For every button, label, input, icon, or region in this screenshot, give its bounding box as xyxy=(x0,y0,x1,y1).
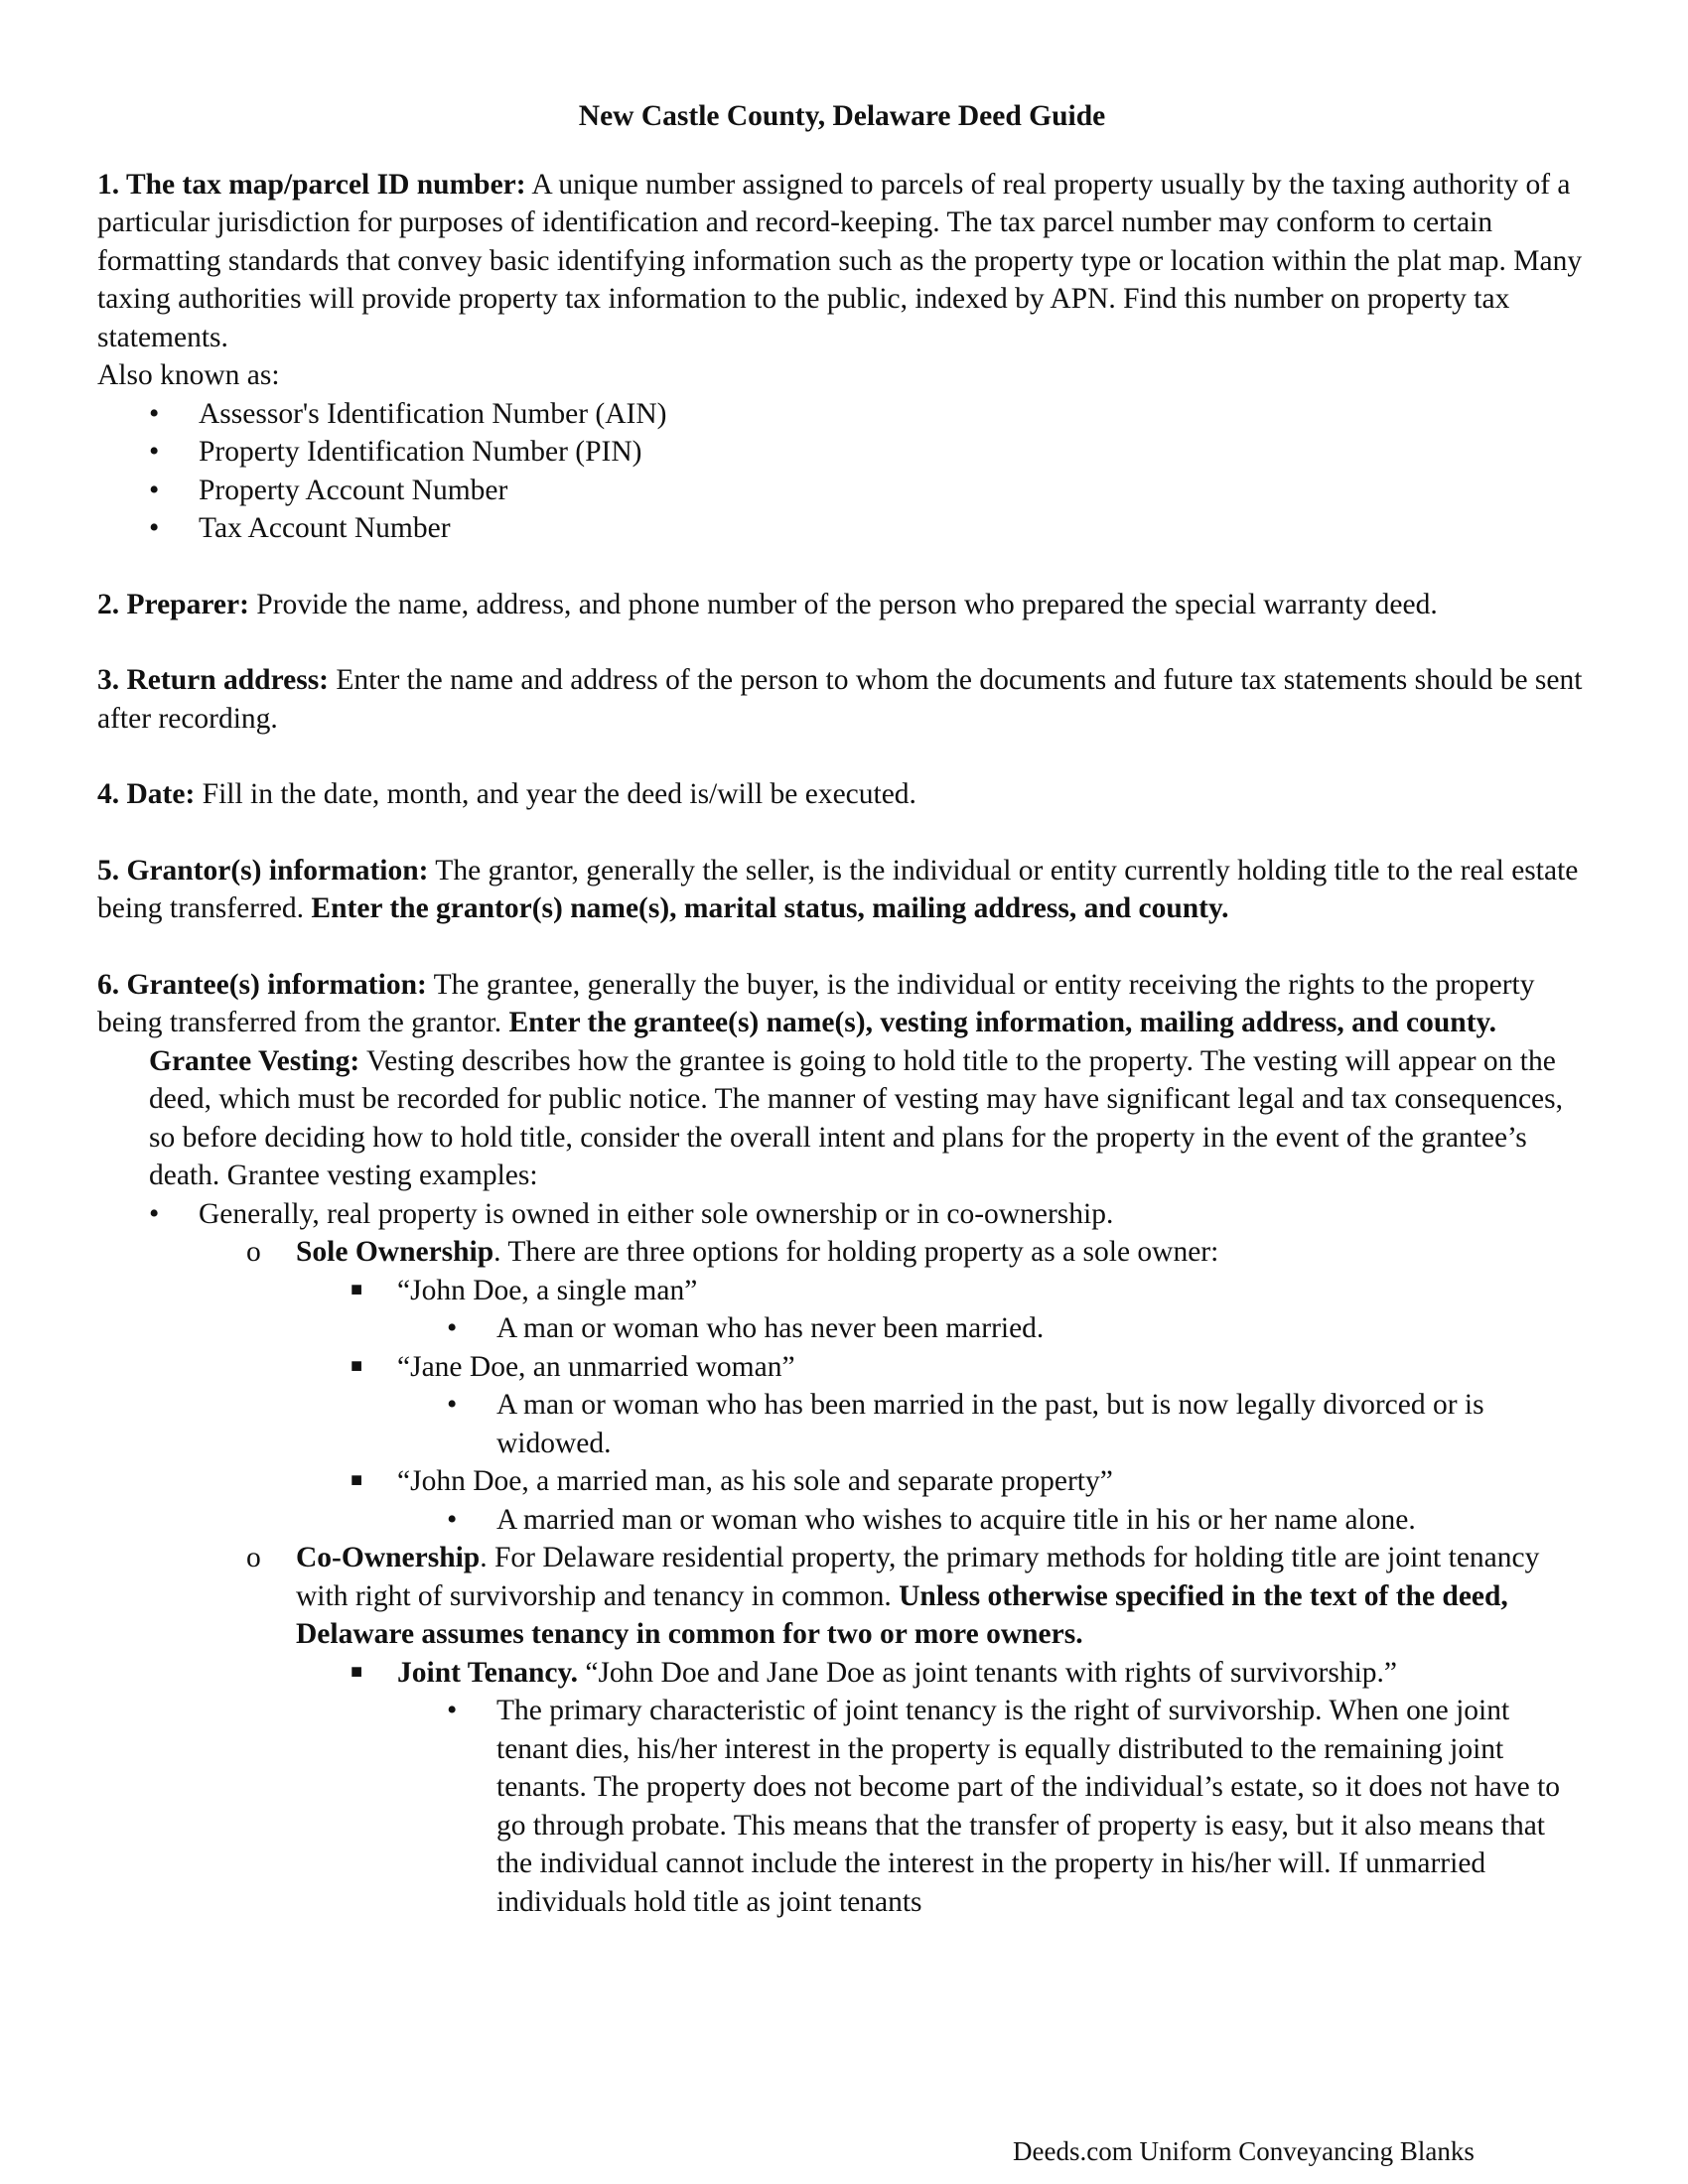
section-4-paragraph xyxy=(97,775,1587,814)
list-item xyxy=(97,509,1587,548)
section-4-heading: 4. Date: xyxy=(97,778,196,810)
list-item xyxy=(97,472,1587,510)
joint-tenancy-text: “John Doe and Jane Doe as joint tenants with rights of survivorship.” xyxy=(577,1656,1398,1689)
list-item xyxy=(97,1654,1587,1693)
list-item xyxy=(97,1386,1587,1462)
section-5-paragraph xyxy=(97,852,1587,928)
sole-ownership-heading: Sole Ownership xyxy=(296,1236,494,1268)
square-bullet-icon: ■ xyxy=(351,1278,363,1300)
section-1-heading: 1. The tax map/parcel ID number: xyxy=(97,168,526,201)
bullet-icon: • xyxy=(149,397,160,430)
list-item xyxy=(97,1462,1587,1501)
list-item-text: A married man or woman who wishes to acquire title in his or her name alone. xyxy=(496,1503,1416,1536)
list-item-text: Assessor's Identification Number (AIN) xyxy=(199,397,667,430)
list-item-text: “Jane Doe, an unmarried woman” xyxy=(397,1350,795,1383)
list-item-text: Tax Account Number xyxy=(199,512,451,544)
list-item xyxy=(97,433,1587,472)
bullet-icon: • xyxy=(149,474,160,506)
section-6-text: The grantee, generally the buyer, is the individual or entity receiving the rights to the property being transferred from the grantor. xyxy=(97,968,1535,1038)
section-5-bold-text: Enter the grantor(s) name(s), marital status, mailing address, and county. xyxy=(311,892,1229,924)
vesting-text: Vesting describes how the grantee is going to hold title to the property. The vesting will appear on the deed, which must be recorded for public notice. The manner of vesting may have significant legal and tax consequences, so before deciding how to hold title, consider the overall intent and plans for the property in the event of the grantee’s death. Grantee vesting examples: xyxy=(149,1044,1563,1191)
section-4-text: Fill in the date, month, and year the deed is/will be executed. xyxy=(195,778,916,810)
section-3-heading: 3. Return address: xyxy=(97,664,330,696)
section-6-heading: 6. Grantee(s) information: xyxy=(97,968,427,1001)
list-item-text: A man or woman who has been married in the past, but is now legally divorced or is widowed. xyxy=(496,1389,1484,1459)
section-2-paragraph xyxy=(97,586,1587,624)
list-item xyxy=(97,1692,1587,1921)
section-6-paragraph xyxy=(97,966,1587,1042)
section-1-text: A unique number assigned to parcels of real property usually by the taxing authority of a particular jurisdiction for purposes of identification and record-keeping. The tax parcel number may conform to certain formatting standards that convey basic identifying information such as the property type or location within the plat map. Many taxing authorities will provide property tax information to the public, indexed by APN. Find this number on property tax statements. xyxy=(97,168,1583,353)
co-ownership-text: . For Delaware residential property, the primary methods for holding title are joint tenancy with right of survivorship and tenancy in common. xyxy=(296,1542,1540,1612)
spacer xyxy=(97,814,1587,852)
list-item-text: A man or woman who has never been married. xyxy=(496,1312,1045,1344)
bullet-icon: • xyxy=(149,512,160,544)
list-item xyxy=(97,1195,1587,1234)
circle-bullet-icon: o xyxy=(246,1542,261,1573)
vesting-heading: Grantee Vesting: xyxy=(149,1044,360,1077)
section-6-bold-text: Enter the grantee(s) name(s), vesting information, mailing address, and county. xyxy=(508,1007,1497,1038)
co-ownership-heading: Co-Ownership xyxy=(296,1542,481,1573)
bullet-icon: • xyxy=(447,1389,458,1421)
list-item xyxy=(97,1348,1587,1387)
list-item-text: Generally, real property is owned in either sole ownership or in co-ownership. xyxy=(199,1197,1114,1230)
section-5-text: The grantor, generally the seller, is the individual or entity currently holding title to the real estate being transferred. xyxy=(97,854,1579,924)
vesting-paragraph xyxy=(97,1042,1587,1195)
square-bullet-icon: ■ xyxy=(351,1354,363,1377)
bullet-icon: • xyxy=(447,1312,458,1344)
list-item-text: Property Identification Number (PIN) xyxy=(199,436,642,468)
page-title: New Castle County, Delaware Deed Guide xyxy=(578,100,1106,132)
list-item-text: Property Account Number xyxy=(199,474,508,506)
list-item xyxy=(97,1539,1587,1654)
bullet-icon: • xyxy=(447,1695,458,1726)
spacer xyxy=(97,738,1587,775)
list-item-text: The primary characteristic of joint tenancy is the right of survivorship. When one joint tenant dies, his/her interest in the property is equally distributed to the remaining joint tenants. The property does not become part of the individual’s estate, so it does not have to go through probate. This means that the transfer of property is easy, but it also means that the individual cannot include the interest in the property in his/her will. If unmarried individuals hold title as joint tenants xyxy=(496,1695,1561,1918)
list-item-text: “John Doe, a married man, as his sole and separate property” xyxy=(397,1465,1113,1497)
document-body xyxy=(97,97,1587,1921)
square-bullet-icon: ■ xyxy=(351,1660,363,1683)
list-item xyxy=(97,1501,1587,1540)
list-item xyxy=(97,1233,1587,1272)
spacer xyxy=(97,928,1587,966)
co-ownership-bold-text: Unless otherwise specified in the text of the deed, Delaware assumes tenancy in common for two or more owners. xyxy=(296,1579,1508,1650)
section-1-aka: Also known as: xyxy=(97,359,280,391)
section-1-paragraph xyxy=(97,166,1587,357)
sole-ownership-text: . There are three options for holding property as a sole owner: xyxy=(493,1236,1219,1268)
joint-tenancy-heading: Joint Tenancy. xyxy=(397,1656,578,1689)
spacer xyxy=(97,548,1587,586)
section-2-text: Provide the name, address, and phone number of the person who prepared the special warranty deed. xyxy=(248,588,1438,620)
section-3-text: Enter the name and address of the person to whom the documents and future tax statements should be sent after recording. xyxy=(97,664,1583,735)
list-item xyxy=(97,1309,1587,1348)
circle-bullet-icon: o xyxy=(246,1236,261,1268)
spacer xyxy=(97,623,1587,661)
section-5-heading: 5. Grantor(s) information: xyxy=(97,854,429,887)
bullet-icon: • xyxy=(447,1503,458,1536)
list-item xyxy=(97,1272,1587,1310)
page-footer: Deeds.com Uniform Conveyancing Blanks xyxy=(1013,2136,1475,2166)
section-2-heading: 2. Preparer: xyxy=(97,588,249,620)
section-3-paragraph xyxy=(97,661,1587,738)
bullet-icon: • xyxy=(149,436,160,468)
list-item xyxy=(97,395,1587,434)
square-bullet-icon: ■ xyxy=(351,1469,363,1491)
list-item-text: “John Doe, a single man” xyxy=(397,1274,698,1306)
bullet-icon: • xyxy=(149,1197,160,1230)
